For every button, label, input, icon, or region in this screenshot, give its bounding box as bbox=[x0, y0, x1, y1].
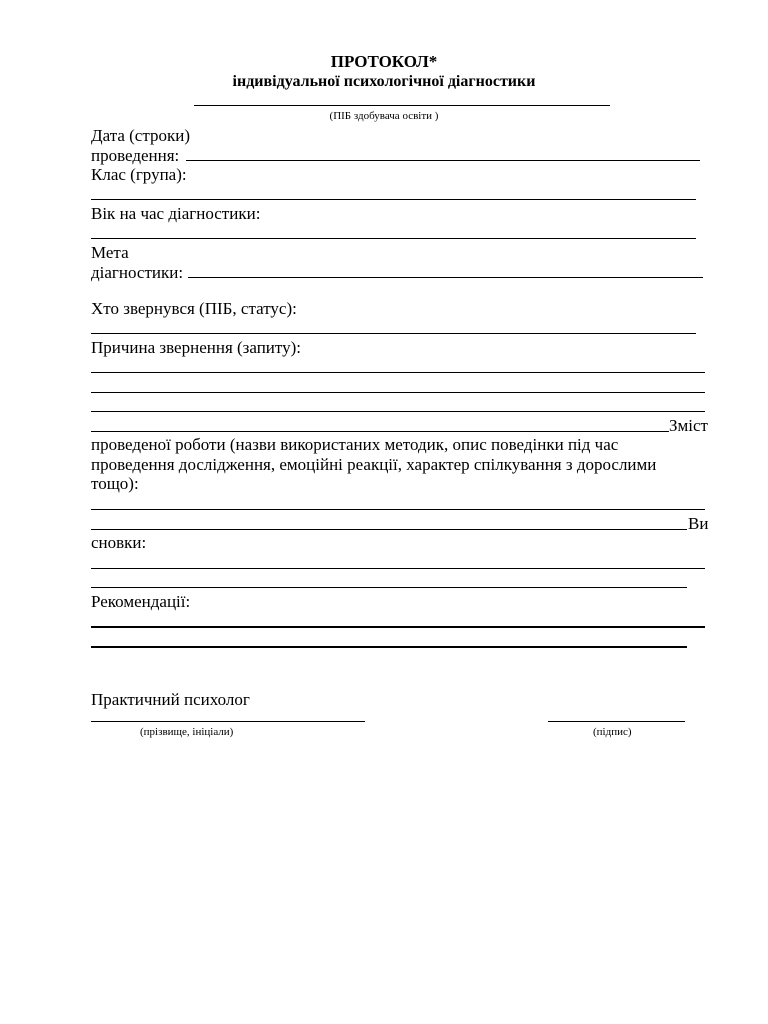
date-label-line2: проведення: bbox=[91, 146, 180, 165]
page-subtitle: індивідуальної психологічної діагностики bbox=[232, 73, 536, 90]
content-field-line-2[interactable] bbox=[91, 529, 687, 530]
date-label-line1: Дата (строки) bbox=[91, 126, 190, 145]
age-label: Вік на час діагностики: bbox=[91, 204, 261, 223]
goal-label-line1: Мета bbox=[91, 243, 129, 262]
content-label-line3: тощо): bbox=[91, 474, 139, 493]
reason-label: Причина звернення (запиту): bbox=[91, 338, 301, 357]
signature-field-line[interactable] bbox=[548, 721, 685, 722]
signature-caption: (підпис) bbox=[593, 726, 632, 738]
conclusions-field-line-2[interactable] bbox=[91, 587, 687, 588]
recommendations-label: Рекомендації: bbox=[91, 592, 191, 611]
class-label: Клас (група): bbox=[91, 165, 187, 184]
student-name-caption: (ПІБ здобувача освіти ) bbox=[329, 110, 439, 122]
goal-field-line[interactable] bbox=[188, 277, 703, 278]
content-label-line1: проведеної роботи (назви використаних методик, опис поведінки під час bbox=[91, 435, 619, 454]
recommendations-field-line-1[interactable] bbox=[91, 626, 705, 628]
surname-caption: (прізвище, ініціали) bbox=[140, 726, 234, 738]
conclusions-label-start: Ви bbox=[688, 514, 709, 533]
conclusions-field-line-1[interactable] bbox=[91, 568, 705, 569]
reason-field-line-2[interactable] bbox=[91, 392, 705, 393]
who-field-line[interactable] bbox=[91, 333, 696, 334]
content-label-line2: проведення дослідження, емоційні реакції, характер спілкування з дорослими bbox=[91, 455, 657, 474]
reason-field-line-3[interactable] bbox=[91, 411, 705, 412]
reason-field-line-4[interactable] bbox=[91, 431, 669, 432]
psychologist-label: Практичний психолог bbox=[91, 690, 250, 709]
conclusions-label-end: сновки: bbox=[91, 533, 147, 552]
recommendations-field-line-2[interactable] bbox=[91, 646, 687, 648]
age-field-line[interactable] bbox=[91, 238, 696, 239]
student-name-line[interactable] bbox=[194, 105, 610, 106]
date-field-line[interactable] bbox=[186, 160, 700, 161]
page-title: ПРОТОКОЛ* bbox=[330, 52, 438, 71]
surname-field-line[interactable] bbox=[91, 721, 365, 722]
who-label: Хто звернувся (ПІБ, статус): bbox=[91, 299, 297, 318]
reason-field-line-1[interactable] bbox=[91, 372, 705, 373]
class-field-line[interactable] bbox=[91, 199, 696, 200]
content-field-line-1[interactable] bbox=[91, 509, 705, 510]
goal-label-line2: діагностики: bbox=[91, 263, 184, 282]
content-label-start: Зміст bbox=[669, 416, 708, 435]
